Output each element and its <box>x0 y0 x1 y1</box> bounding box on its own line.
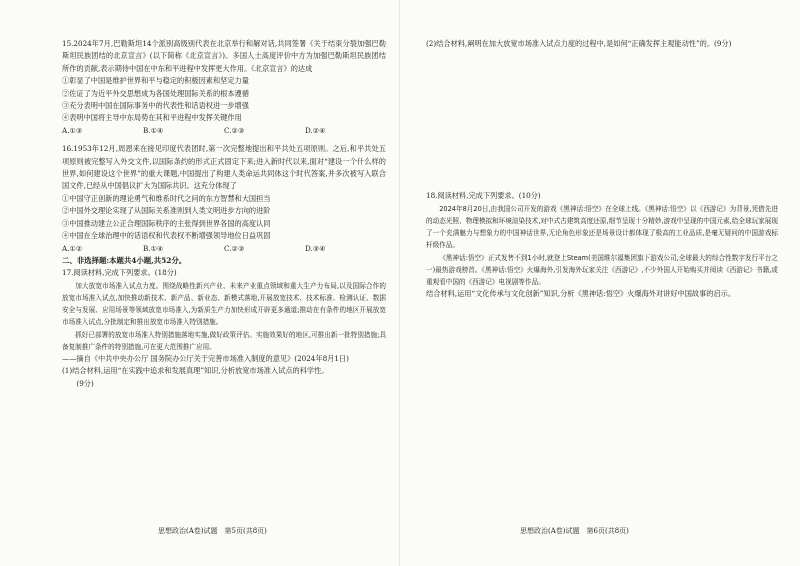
q16-option-1: ①中国守正创新的理论勇气和维系时代之问的东方智慧和大国担当 <box>62 193 271 203</box>
right-page <box>400 0 800 566</box>
q15-choice-b: B.①④ <box>143 125 164 135</box>
section-title: 二、非选择题:本题共4小题,共52分。 <box>62 255 187 265</box>
q15-stem: 15.2024年7月,巴勒斯坦14个派别高级别代表在北京举行和解对话,共同签署《关于结束分裂加强巴勒斯坦民族团结的北京宣言》(以下简称《北京宣言》)。多国人士高度评价中方为加强巴勒斯坦民族团结所作的贡献,表示期待中国在中东和平进程中发挥更大作用。《北京宣言》的达成 <box>62 39 386 73</box>
q15-choice-d: D.②④ <box>305 125 326 135</box>
q18-material-2: 《黑神话:悟空》正式发售不到1小时,就登上Steam(美国维尔福集团旗下游戏公司,全球最大的综合性数字发行平台之一)最热游戏榜首。《黑神话:悟空》火爆海外,引发海外玩家关注《西游记》,不少外国人开始购买并阅读《西游记》书籍,或重观看中国的《西游记》电视剧等作品。 <box>426 253 778 287</box>
q16-option-3: ③中国推动建立公正合理国际秩序的主张得到世界各国的高度认同 <box>62 218 271 228</box>
q16-choice-d: D.③④ <box>305 243 326 253</box>
question-17 <box>62 267 386 390</box>
right-page-footer: 思想政治(A卷)试题 第6页(共8页) <box>520 527 629 535</box>
question-15 <box>62 38 386 137</box>
q18-question: 结合材料,运用“文化传承与文化创新”知识,分析《黑神话:悟空》火爆海外对讲好中国故事的启示。 <box>426 289 736 299</box>
q17-sub2: (2)结合材料,阐明在加大放宽市场准入试点力度的过程中,是如何“正确发挥主观能动性”的。(9分) <box>426 39 732 48</box>
q17-material-2: 抓好已部署的放宽市场准入特别措施落地实施,做好政策评估。实施效果好的地区,可推出新一批特别措施;具备复制推广条件的特别措施,可在更大范围推广应用。 <box>62 330 386 351</box>
q17-stem: 17.阅读材料,完成下列要求。(18分) <box>62 268 177 278</box>
q15-option-3: ③充分表明中国在国际事务中的代表性和话语权进一步增强 <box>62 101 249 111</box>
q16-option-4: ④中国在全球治理中的话语权和代表权不断增强领导地位日益巩固 <box>62 231 271 241</box>
question-16 <box>62 143 386 255</box>
q15-choices <box>62 125 386 137</box>
q15-option-1: ①彰显了中国是维护世界和平与稳定的积极因素和坚定力量 <box>62 76 249 86</box>
q16-choice-b: B.①④ <box>143 243 164 253</box>
q16-stem: 16.1953年12月,周恩来在接见印度代表团时,第一次完整地提出和平共处五项原则。之后,和平共处五项原则被完整写入外交文件,以国际条约的形式正式固定下来;进入新时代以来,面对“建设一个什么样的世界,如何建设这个世界”的重大课题,中国提出了构建人类命运共同体这个时代答案,并多次被写入联合国文件,已经从中国倡议扩大为国际共识。这充分体现了 <box>62 144 386 191</box>
q15-choice-c: C.②③ <box>224 125 245 135</box>
q17-sub1-score: (9分) <box>76 378 94 388</box>
left-page-footer: 思想政治(A卷)试题 第5页(共8页) <box>158 527 267 535</box>
q18-material-1: 2024年8月20日,由我国公司开发的游戏《黑神话:悟空》在全球上线。《黑神话:悟空》以《西游记》为背景,凭借先进的动态光照、物理模拟和环境渲染技术,对中式古建筑高度还原,细节呈现十分精妙,游戏中呈现的中国元素,给全球玩家展现了一个充满魅力与想象力的中国神话世界,无论角色形象还是场景设计都体现了极高的工业品质,是毫无疑问的中国游戏标杆级作品。 <box>426 204 778 250</box>
q16-choice-a: A.①② <box>62 243 83 253</box>
q15-option-4: ④表明中国将主导中东局势在其和平进程中发挥关键作用 <box>62 113 242 123</box>
question-18 <box>426 190 778 300</box>
q15-choice-a: A.①③ <box>62 125 83 135</box>
q18-stem: 18.阅读材料,完成下列要求。(10分) <box>426 191 541 201</box>
q15-option-2: ②佐证了为近平外交思想成为各国处理国际关系的根本遵循 <box>62 88 249 98</box>
q16-choices <box>62 243 386 255</box>
q16-choice-c: C.②③ <box>224 243 245 253</box>
q16-option-2: ②中国外交理论实现了从国际关系准则到人类文明进步方向的进阶 <box>62 206 271 216</box>
q17-source: ——摘自《中共中央办公厅 国务院办公厅关于完善市场准入制度的意见》(2024年8月1日) <box>62 353 349 363</box>
q17-material-1: 加大放宽市场准入试点力度。围绕战略性新兴产业、未来产业重点领域和重大生产力布局,以及国际合作的放宽市场准入试点,加快推动新技术、新产品、新业态、新模式落地,开展放宽技术、技术标准、检测认证、数据安全与发展、应用场景等领域放宽市场准入,为新质生产力加快形成开辟更多通道;推动在有条件的地区开展放宽市场准入试点,分批制定和推出放宽市场准入特别措施。 <box>62 281 386 327</box>
q17-sub1: (1)结合材料,运用“在实践中追求和发展真理”知识,分析放宽市场准入试点的科学性。 <box>62 366 329 376</box>
